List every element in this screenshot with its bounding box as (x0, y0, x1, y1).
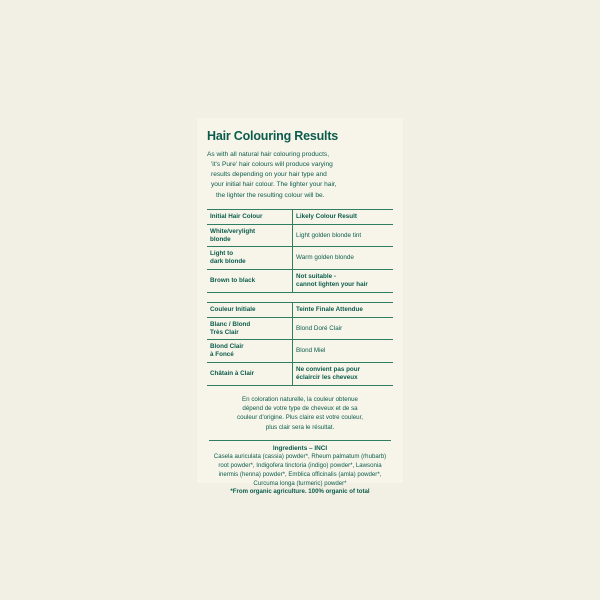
intro-line-3: results depending on your hair type and (211, 171, 327, 179)
table-row (207, 317, 393, 340)
cell-result-warning: Ne convient pas pour éclaircir les cheveux (293, 363, 393, 386)
intro-line-2: 'it's Pure' hair colours will produce varying (211, 160, 333, 168)
results-table-french (207, 302, 393, 386)
table-row (207, 247, 393, 270)
table-row (207, 302, 393, 317)
column-header-initial-hair-colour: Initial Hair Colour (207, 209, 293, 224)
cell-result-colour: Light golden blonde tint (293, 224, 393, 247)
intro-paragraph (207, 150, 393, 201)
table-row (207, 270, 393, 293)
results-table-english (207, 209, 393, 293)
hair-colouring-results-panel (197, 118, 403, 496)
table-row (207, 224, 393, 247)
intro-line-4: your initial hair colour. The lighter your hair, (211, 181, 337, 189)
intro-line-1: As with all natural hair colouring products, (207, 150, 330, 158)
cell-initial-colour: White/verylight blonde (207, 224, 293, 247)
table-row (207, 363, 393, 386)
ingredients-list: Casela auriculata (cassia) powder*, Rheum palmatum (rhubarb) root powder*, Indigofera tinctoria (indigo) powder*, Lawsonia inermis (henna) powder*, Emblica officinalis (amla) powder*, Curcuma longa (turmeric) powder* (213, 453, 387, 487)
cell-initial-colour: Light to dark blonde (207, 247, 293, 270)
column-header-likely-colour-result: Likely Colour Result (293, 209, 393, 224)
cell-initial-colour: Brown to black (207, 270, 293, 293)
cell-result-warning: Not suitable - cannot lighten your hair (293, 270, 393, 293)
table-row (207, 340, 393, 363)
cell-initial-colour: Châtain à Clair (207, 363, 293, 386)
french-note-line-4: plus clair sera le résultat. (265, 423, 335, 431)
ingredients-footnote: *From organic agriculture. 100% organic of total (230, 488, 370, 496)
ingredients-title: Ingredients – INCI (272, 445, 328, 453)
page-title: Hair Colouring Results (207, 129, 339, 143)
cell-initial-colour: Blanc / Blond Très Clair (207, 317, 293, 340)
french-note-line-2: dépend de votre type de cheveux et de sa (242, 405, 358, 413)
table-row (207, 209, 393, 224)
french-note-line-1: En coloration naturelle, la couleur obtenue (242, 395, 358, 403)
column-header-couleur-initiale: Couleur Initiale (207, 302, 293, 317)
intro-line-5: the lighter the resulting colour will be. (216, 191, 325, 199)
cell-result-colour: Warm golden blonde (293, 247, 393, 270)
cell-result-colour: Blond Miel (293, 340, 393, 363)
french-note-line-3: couleur d'origine. Plus claire est votre couleur, (236, 414, 364, 422)
french-note (211, 395, 389, 432)
cell-result-colour: Blond Doré Clair (293, 317, 393, 340)
cell-initial-colour: Blond Clair à Foncé (207, 340, 293, 363)
ingredients-block (209, 440, 391, 497)
column-header-teinte-finale: Teinte Finale Attendue (293, 302, 393, 317)
